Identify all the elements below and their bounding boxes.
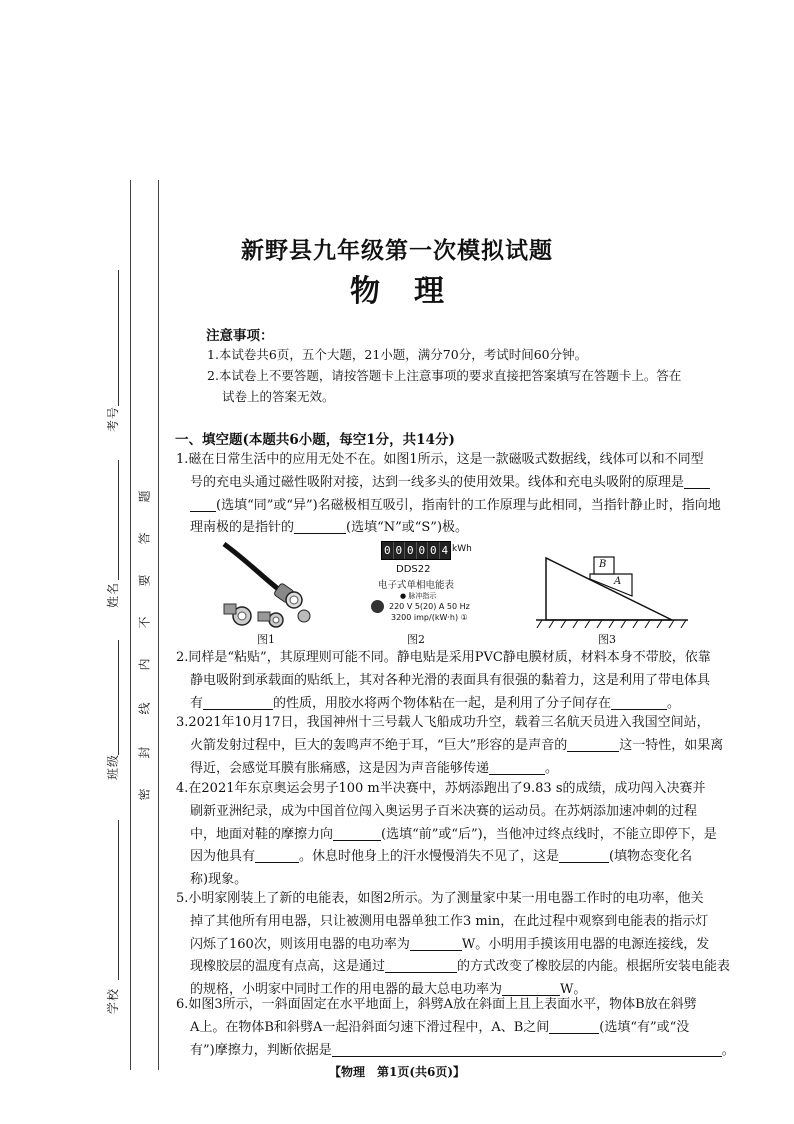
q2-line: 2.同样是“粘贴”，其原理则可能不同。静电贴是采用PVC静电膜材质，材料本身不带胶，依靠 (176, 650, 711, 665)
seal-char: 封 (137, 746, 152, 759)
block-b-label: B (599, 559, 607, 570)
answer-blank[interactable] (385, 958, 457, 973)
q4-line: 4.在2021年东京奥运会男子100 m半决赛中，苏炳添跑出了9.83 s的成绩，成功闯入决赛并 (176, 781, 706, 796)
name-label: 姓名 (106, 581, 120, 608)
q4-line (176, 824, 744, 847)
q2-line: 静电吸附到承载面的贴纸上，其对各种光滑的表面具有很强的黏着力，这是利用了带电体具 (190, 672, 711, 688)
q5-line (176, 934, 744, 957)
meter-model: DDS22 (396, 564, 431, 575)
q5-line (176, 956, 744, 979)
question-4 (176, 778, 744, 892)
q2-text: 。 (667, 695, 681, 711)
answer-blank[interactable] (332, 1042, 722, 1057)
q5-text: 的方式改变了橡胶层的内能。根据所安装电能表 (457, 959, 731, 975)
figure-3-caption: 图3 (598, 633, 616, 646)
answer-blank[interactable] (190, 497, 216, 512)
name-field[interactable] (118, 460, 119, 580)
exam-title: 新野县九年级第一次模拟试题 (241, 237, 553, 264)
figure-2-caption: 图2 (407, 633, 425, 646)
binding-line-outer (130, 180, 131, 1070)
q6-line (176, 1017, 744, 1040)
seal-char: 内 (137, 658, 152, 671)
q6-text: 有”)摩擦力，判断依据是 (190, 1042, 332, 1058)
binding-line-inner (158, 180, 159, 1070)
q6-line (176, 1040, 744, 1063)
answer-blank[interactable] (203, 695, 273, 710)
q1-text: 理南极的是指针的 (190, 520, 295, 536)
q5-text: 的规格，小明家中同时工作的用电器的最大总电功率为 (190, 982, 503, 998)
notice-item: 1.本试卷共6页，五个大题，21小题，满分70分，考试时间60分钟。 (207, 347, 588, 362)
wedge-a-label: A (614, 576, 622, 587)
seal-char: 题 (137, 490, 152, 503)
q2-text: 有 (190, 695, 204, 711)
answer-blank[interactable] (559, 848, 609, 863)
meter-name: 电子式单相电能表 (378, 580, 455, 591)
q4-text: 因为他具有 (190, 849, 256, 865)
meter-spec-impulse: 3200 imp/(kW·h) ① (391, 613, 468, 622)
class-label: 班级 (106, 753, 120, 780)
answer-blank[interactable] (611, 695, 667, 710)
figure-1-cable (216, 540, 312, 628)
answer-blank[interactable] (333, 826, 381, 841)
meter-digit: 0 (394, 542, 406, 559)
q3-line (176, 758, 744, 781)
q1-line (176, 472, 744, 495)
seal-char: 密 (137, 788, 152, 801)
meter-digit: 4 (441, 544, 449, 557)
answer-blank[interactable] (255, 848, 299, 863)
q5-text: 现橡胶层的温度有点高，这是通过 (190, 959, 386, 975)
q5-line: 5.小明家刚装上了新的电能表，如图2所示。为了测量家中某一用电器工作时的电功率，他关 (176, 891, 704, 906)
answer-blank[interactable] (489, 760, 545, 775)
q4-line (176, 846, 744, 869)
q3-line (176, 735, 744, 758)
answer-blank[interactable] (294, 519, 346, 534)
q4-text: 中，地面对鞋的摩擦力向 (190, 826, 334, 842)
school-field[interactable] (118, 820, 119, 980)
notice-heading: 注意事项： (206, 328, 274, 344)
q6-text: 。 (721, 1042, 735, 1058)
q1-line (176, 495, 744, 518)
q1-line: 1.磁在日常生活中的应用无处不在。如图1所示，这是一款磁吸式数据线，线体可以和不同型 (176, 452, 704, 467)
exam-number-label: 考号 (106, 405, 120, 432)
q4-text: (填物态变化名 (609, 849, 693, 865)
meter-digit: 0 (405, 542, 417, 559)
q4-text: 。休息时他身上的汗水慢慢消失不见了，这是 (299, 849, 560, 865)
q5-text: W。 (560, 982, 587, 998)
meter-digit: 0 (428, 542, 440, 559)
question-5 (176, 888, 744, 1002)
meter-digit: 0 (382, 542, 394, 559)
meter-unit: kWh (452, 544, 472, 554)
q1-text: (选填“同”或“异”)名磁极相互吸引，指南针的工作原理与此相同，当指针静止时，指向地 (216, 497, 721, 513)
q1-text: (选填“N”或“S”)极。 (346, 520, 469, 536)
q3-line: 3.2021年10月17日，我国神州十三号载人飞船成功升空，载着三名航天员进入我国空间站， (176, 715, 710, 730)
question-2 (176, 647, 744, 715)
figure-1-caption: 图1 (257, 633, 275, 646)
q6-text: A上。在物体B和斜劈A一起沿斜面匀速下滑过程中，A、B之间 (190, 1019, 550, 1035)
meter-indicator: ● 脉冲指示 (400, 592, 437, 600)
answer-blank[interactable] (567, 737, 619, 752)
meter-logo-icon (371, 600, 384, 613)
meter-display (381, 541, 451, 560)
meter-digit: 0 (417, 542, 429, 559)
q3-text: 火箭发射过程中，巨大的轰鸣声不绝于耳，“巨大”形容的是声音的 (190, 737, 568, 753)
question-6 (176, 994, 744, 1062)
class-field[interactable] (118, 640, 119, 755)
answer-blank[interactable] (549, 1019, 599, 1034)
q4-line: 刷新亚洲纪录，成为中国首位闯入奥运男子百米决赛的运动员。在苏炳添加速冲刺的过程 (190, 803, 698, 819)
q4-line: 称)现象。 (190, 872, 248, 888)
notice-item: 试卷上的答案无效。 (222, 389, 335, 404)
answer-blank[interactable] (410, 936, 462, 951)
q5-line: 掉了其他所有用电器，只让被测用电器单独工作3 min，在此过程中观察到电能表的指示灯 (190, 913, 709, 929)
q3-text: 得近，会感觉耳膜有胀痛感，这是因为声音能够传递 (190, 760, 490, 776)
question-3 (176, 712, 744, 780)
q4-text: (选填“前”或“后”)，当他冲过终点线时，不能立即停下，是 (381, 826, 717, 842)
q5-text: W。小明用手摸该用电器的电源连接线，发 (461, 936, 710, 952)
q1-line (176, 517, 744, 540)
q6-text: (选填“有”或“没 (599, 1019, 690, 1035)
answer-blank[interactable] (684, 474, 710, 489)
seal-char: 不 (137, 616, 152, 629)
q2-text: 的性质，用胶水将两个物体粘在一起，是利用了分子间存在 (273, 695, 612, 711)
q5-text: 闪烁了160次，则该用电器的电功率为 (190, 936, 410, 952)
school-label: 学校 (106, 987, 120, 1014)
q1-text: 号的充电头通过磁性吸附对接，达到一线多头的使用效果。线体和充电头吸附的原理是 (190, 474, 685, 490)
seal-char: 答 (137, 532, 152, 545)
meter-spec-voltage: 220 V 5(20) A 50 Hz (389, 602, 470, 611)
q3-text: 这一特性，如果离 (619, 737, 724, 753)
q3-text: 。 (545, 760, 559, 776)
section-heading: 一、填空题(本题共6小题，每空1分，共14分) (175, 432, 455, 448)
question-1 (176, 449, 744, 540)
q6-line: 6.如图3所示，一斜面固定在水平地面上，斜劈A放在斜面上且上表面水平，物体B放在斜劈 (176, 997, 697, 1012)
figure-3-incline (532, 548, 692, 630)
seal-char: 要 (137, 574, 152, 587)
subject-title: 物理 (350, 274, 478, 309)
notice-item: 2.本试卷上不要答题，请按答题卡上注意事项的要求直接把答案填写在答题卡上。答在 (207, 368, 682, 383)
wedge-a (590, 574, 632, 596)
seal-char: 线 (137, 702, 152, 715)
page-footer: 【物理 第1页(共6页)】 (328, 1065, 466, 1079)
